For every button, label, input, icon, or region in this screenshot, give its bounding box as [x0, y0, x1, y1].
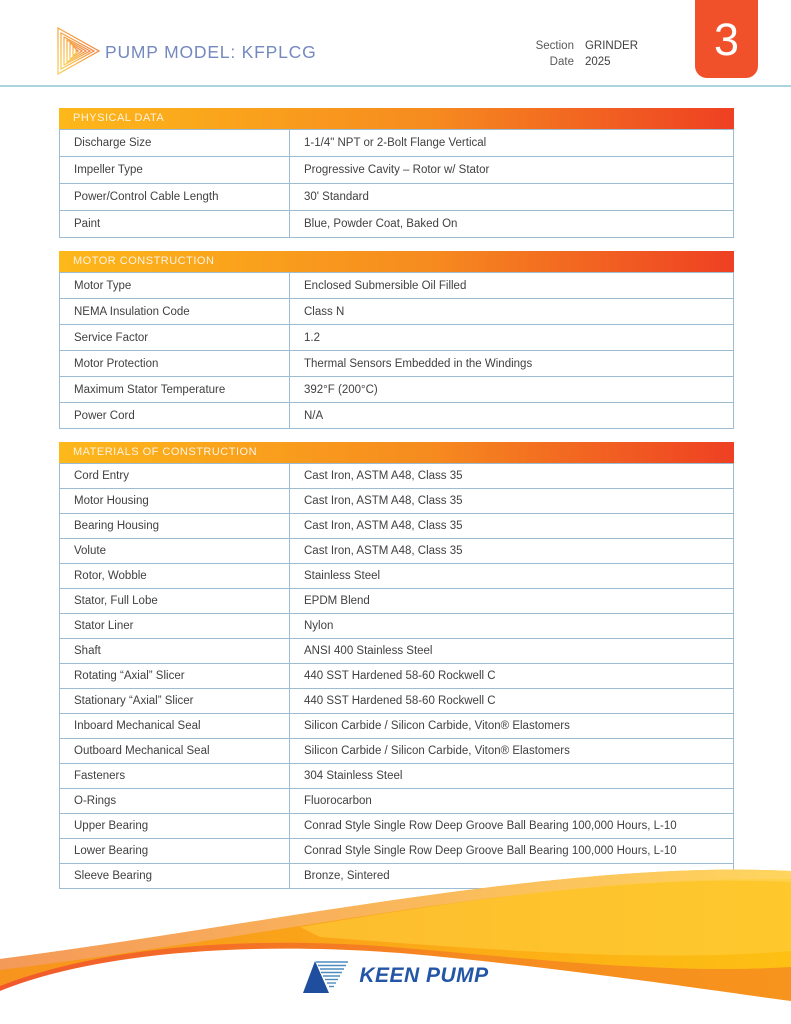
spec-value: Nylon — [304, 620, 334, 632]
table-row — [60, 788, 733, 813]
spec-label: Power/Control Cable Length — [60, 184, 290, 210]
spec-table-motor-construction — [59, 251, 734, 429]
spec-value: Fluorocarbon — [304, 795, 372, 807]
nested-triangle-logo-icon — [57, 27, 101, 75]
spec-label: Fasteners — [60, 764, 290, 788]
spec-value: N/A — [304, 409, 324, 422]
table-row — [60, 488, 733, 513]
spec-value: Conrad Style Single Row Deep Groove Ball Bearing 100,000 Hours, L-10 — [304, 820, 677, 832]
spec-label: Impeller Type — [60, 157, 290, 183]
spec-value: 440 SST Hardened 58-60 Rockwell C — [304, 670, 496, 682]
spec-table-physical-data — [59, 108, 734, 238]
table-row — [60, 688, 733, 713]
table-row — [60, 324, 733, 350]
spec-value: Progressive Cavity – Rotor w/ Stator — [304, 164, 490, 176]
spec-label: Stator, Full Lobe — [60, 589, 290, 613]
header-divider-rule — [0, 85, 791, 87]
table-row — [60, 613, 733, 638]
spec-label: Sleeve Bearing — [60, 864, 290, 888]
spec-value: Silicon Carbide / Silicon Carbide, Viton® Elastomers — [304, 745, 570, 757]
table-body — [59, 129, 734, 238]
spec-label: Paint — [60, 211, 290, 237]
spec-label: Inboard Mechanical Seal — [60, 714, 290, 738]
spec-table-materials-of-construction — [59, 442, 734, 889]
section-value: GRINDER — [584, 40, 638, 52]
table-row — [60, 463, 733, 488]
spec-tables — [59, 108, 734, 902]
spec-label: Stationary “Axial” Slicer — [60, 689, 290, 713]
spec-label: Lower Bearing — [60, 839, 290, 863]
spec-value: Blue, Powder Coat, Baked On — [304, 218, 458, 230]
table-row — [60, 813, 733, 838]
spec-label: Shaft — [60, 639, 290, 663]
table-row — [60, 376, 733, 402]
page-title: PUMP MODEL: KFPLCG — [105, 42, 317, 62]
page-number-badge: 3 — [695, 0, 758, 78]
spec-value: Cast Iron, ASTM A48, Class 35 — [304, 470, 463, 482]
spec-value: Conrad Style Single Row Deep Groove Ball Bearing 100,000 Hours, L-10 — [304, 845, 677, 857]
spec-label: Rotor, Wobble — [60, 564, 290, 588]
spec-value: Silicon Carbide / Silicon Carbide, Viton® Elastomers — [304, 720, 570, 732]
spec-label: Cord Entry — [60, 464, 290, 488]
table-title: MATERIALS OF CONSTRUCTION — [59, 442, 734, 463]
spec-label: O-Rings — [60, 789, 290, 813]
spec-value: Thermal Sensors Embedded in the Windings — [304, 357, 533, 370]
spec-label: Motor Protection — [60, 351, 290, 376]
brand-name: KEEN PUMP — [359, 964, 489, 987]
spec-label: Upper Bearing — [60, 814, 290, 838]
spec-value: 304 Stainless Steel — [304, 770, 403, 782]
table-row — [60, 588, 733, 613]
table-row — [60, 402, 733, 428]
section-date-block — [536, 39, 638, 70]
spec-label: Maximum Stator Temperature — [60, 377, 290, 402]
spec-label: Outboard Mechanical Seal — [60, 739, 290, 763]
table-row — [60, 272, 733, 298]
spec-value: 392°F (200°C) — [304, 383, 378, 396]
date-label: Date — [549, 56, 574, 68]
table-row — [60, 129, 733, 156]
table-row — [60, 156, 733, 183]
table-row — [60, 563, 733, 588]
table-row — [60, 663, 733, 688]
spec-label: Bearing Housing — [60, 514, 290, 538]
table-body — [59, 463, 734, 889]
footer-brand — [0, 953, 791, 999]
spec-value: Enclosed Submersible Oil Filled — [304, 279, 467, 292]
spec-value: Class N — [304, 305, 345, 318]
spec-label: Motor Housing — [60, 489, 290, 513]
table-row — [60, 763, 733, 788]
spec-value: Stainless Steel — [304, 570, 381, 582]
spec-value: EPDM Blend — [304, 595, 370, 607]
table-row — [60, 513, 733, 538]
spec-label: Discharge Size — [60, 130, 290, 156]
spec-label: Power Cord — [60, 403, 290, 428]
spec-value: ANSI 400 Stainless Steel — [304, 645, 433, 657]
spec-value: Cast Iron, ASTM A48, Class 35 — [304, 520, 463, 532]
table-row — [60, 183, 733, 210]
table-row — [60, 738, 733, 763]
spec-value: Bronze, Sintered — [304, 870, 390, 882]
spec-value: Cast Iron, ASTM A48, Class 35 — [304, 545, 463, 557]
keen-pump-logo-icon — [302, 958, 350, 994]
spec-label: NEMA Insulation Code — [60, 299, 290, 324]
spec-value: 30' Standard — [304, 191, 369, 203]
spec-label: Volute — [60, 539, 290, 563]
section-label: Section — [535, 40, 574, 52]
table-row — [60, 538, 733, 563]
table-row — [60, 350, 733, 376]
spec-label: Rotating “Axial” Slicer — [60, 664, 290, 688]
table-row — [60, 210, 733, 237]
table-row — [60, 298, 733, 324]
table-body — [59, 272, 734, 429]
spec-value: 440 SST Hardened 58-60 Rockwell C — [304, 695, 496, 707]
spec-label: Motor Type — [60, 273, 290, 298]
spec-label: Stator Liner — [60, 614, 290, 638]
table-row — [60, 713, 733, 738]
table-row — [60, 638, 733, 663]
spec-value: 1-1/4" NPT or 2-Bolt Flange Vertical — [304, 137, 487, 149]
spec-label: Service Factor — [60, 325, 290, 350]
date-value: 2025 — [584, 56, 611, 68]
table-title: PHYSICAL DATA — [59, 108, 734, 129]
table-title: MOTOR CONSTRUCTION — [59, 251, 734, 272]
spec-value: 1.2 — [304, 331, 320, 344]
spec-value: Cast Iron, ASTM A48, Class 35 — [304, 495, 463, 507]
